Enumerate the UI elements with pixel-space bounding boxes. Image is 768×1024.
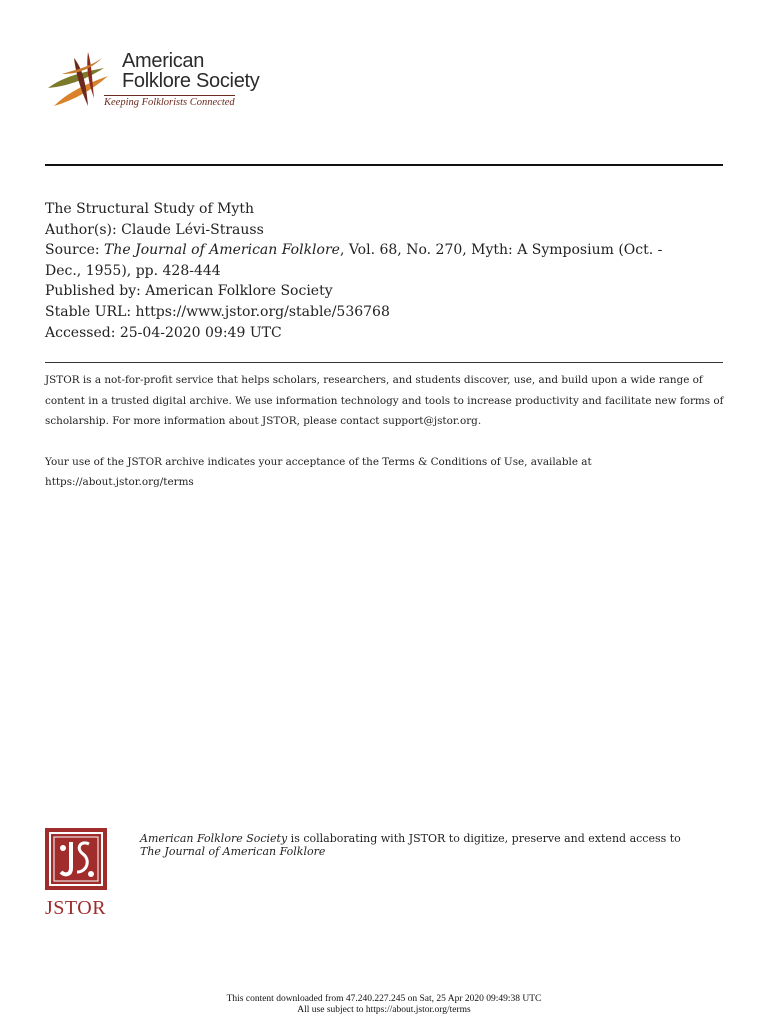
terms-link[interactable]: https://about.jstor.org/terms [45, 476, 194, 489]
jstor-wordmark: JSTOR [45, 897, 107, 919]
footer-download-info: This content downloaded from 47.240.227.245 on Sat, 25 Apr 2020 09:49:38 UTC [226, 994, 542, 1004]
article-author: Author(s): Claude Lévi-Strauss [45, 221, 264, 238]
jstor-emblem-icon [45, 828, 107, 890]
jstor-notice [45, 370, 725, 493]
article-title: The Structural Study of Myth [45, 201, 254, 217]
download-footer [0, 994, 768, 1016]
article-source-line2: Dec., 1955), pp. 428-444 [45, 262, 221, 279]
notice-divider [45, 362, 723, 363]
header-divider [45, 164, 723, 166]
collaboration-statement: American Folklore Society is collaborating with JSTOR to digitize, preserve and extend access to The Journal of American Folklore [140, 832, 681, 858]
american-folklore-society-logo [44, 44, 274, 120]
citation-block [45, 199, 725, 343]
article-stable-url[interactable]: Stable URL: https://www.jstor.org/stable/536768 [45, 303, 390, 320]
collab-publisher: American Folklore Society [140, 832, 288, 845]
collab-journal: The Journal of American Folklore [140, 845, 326, 858]
footer-terms: All use subject to https://about.jstor.org/terms [297, 1005, 471, 1015]
jstor-logo [45, 828, 109, 920]
article-publisher: Published by: American Folklore Society [45, 283, 333, 300]
article-accessed: Accessed: 25-04-2020 09:49 UTC [45, 324, 282, 341]
logo-tagline: Keeping Folklorists Connected [104, 97, 235, 108]
notice-paragraph-terms: Your use of the JSTOR archive indicates your acceptance of the Terms & Conditions of Use, available at https://about.jstor.org/terms [45, 455, 592, 489]
logo-text-folklore-society: Folklore Society [122, 70, 260, 92]
article-source-line1: Source: The Journal of American Folklore, Vol. 68, No. 270, Myth: A Symposium (Oct. - [45, 242, 663, 259]
journal-name: The Journal of American Folklore [104, 242, 340, 259]
logo-text-american: American [122, 50, 205, 72]
notice-paragraph-about: JSTOR is a not-for-profit service that helps scholars, researchers, and students discover, use, and build upon a wide range of content in a trusted digital archive. We use information technology and tools to increase productivity and facilitate new forms of scholarship. For more information about JSTOR, please contact support@jstor.org. [45, 374, 724, 428]
